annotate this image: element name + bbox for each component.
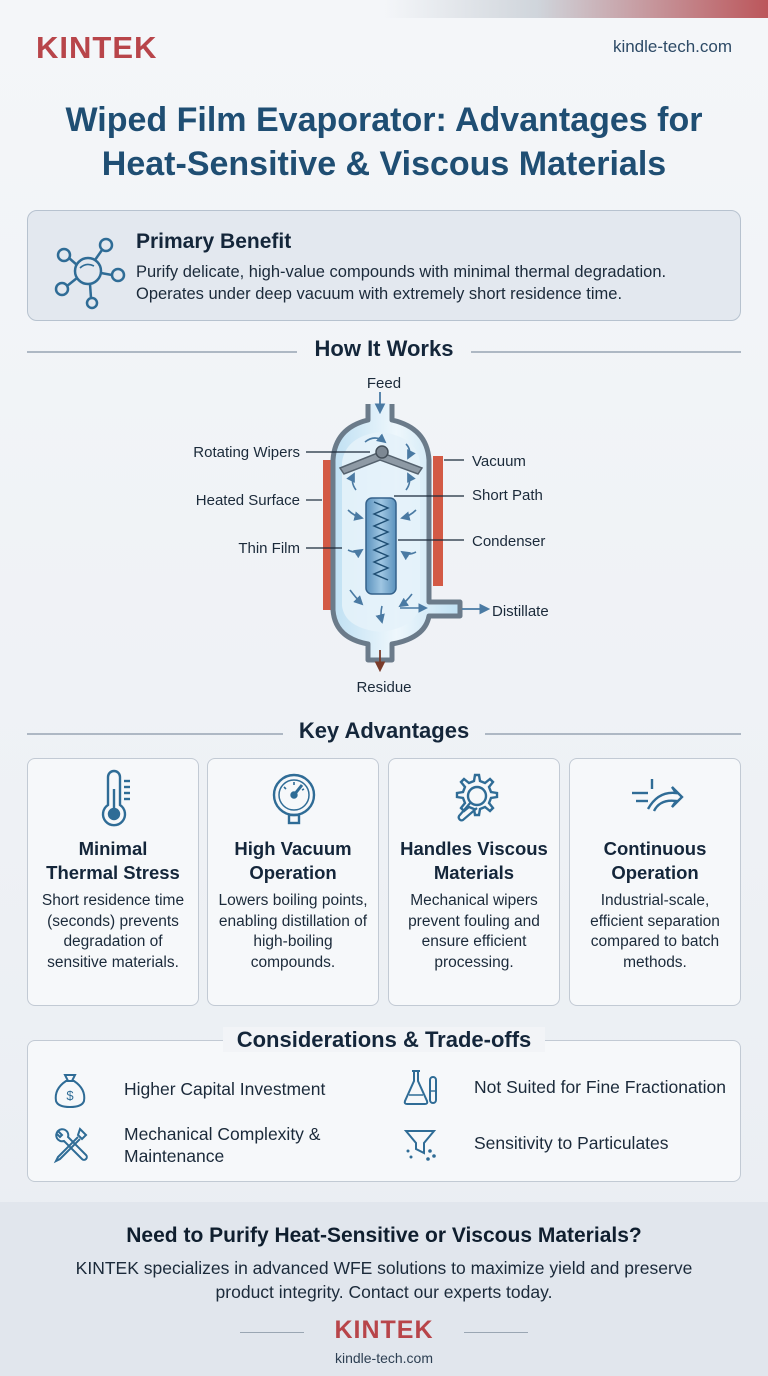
primary-benefit-title: Primary Benefit — [136, 230, 292, 253]
advantage-title: High Vacuum Operation — [234, 838, 352, 883]
molecule-icon — [48, 231, 128, 311]
consideration-text: Not Suited for Fine Fractionation — [474, 1077, 726, 1097]
top-accent-bar — [0, 0, 768, 18]
advantage-card-thermal — [27, 758, 199, 1006]
page-title — [0, 98, 768, 186]
thermometer-icon — [84, 769, 144, 829]
site-link[interactable]: kindle-tech.com — [612, 37, 732, 56]
money-bag-icon — [50, 1069, 90, 1109]
advantage-desc: Mechanical wipers prevent fouling and ensure efficient processing. — [408, 892, 540, 971]
consideration-item — [400, 1123, 669, 1163]
considerations-heading: Considerations & Trade-offs — [223, 1027, 546, 1052]
label-feed: Feed — [366, 375, 402, 392]
advantage-desc: Industrial-scale, efficient separation compared to batch methods. — [590, 892, 720, 971]
tools-icon — [50, 1125, 90, 1165]
heated-surface-right — [433, 456, 443, 586]
key-advantages-header — [27, 718, 741, 748]
consideration-text: Mechanical Complexity & Maintenance — [124, 1124, 321, 1166]
advantage-desc: Lowers boiling points, enabling distillation of high-boiling compounds. — [218, 892, 368, 971]
label-short-path: Short Path — [472, 487, 543, 504]
page-title-line-2: Heat-Sensitive & Viscous Materials — [101, 145, 667, 183]
lab-flask-icon — [400, 1067, 440, 1107]
advantage-card-vacuum — [207, 758, 379, 1006]
label-rotating-wipers: Rotating Wipers — [193, 444, 300, 461]
label-condenser: Condenser — [472, 533, 546, 550]
footer-site-link[interactable]: kindle-tech.com — [334, 1350, 434, 1366]
consideration-item — [400, 1067, 726, 1107]
consideration-text: Sensitivity to Particulates — [474, 1133, 669, 1153]
how-it-works-heading: How It Works — [314, 336, 454, 361]
primary-benefit-text — [136, 261, 736, 305]
consideration-text: Higher Capital Investment — [124, 1079, 326, 1099]
funnel-icon — [400, 1123, 440, 1163]
cta-headline: Need to Purify Heat-Sensitive or Viscous Materials? — [126, 1224, 642, 1247]
footer-cta — [0, 1202, 768, 1376]
considerations-panel — [27, 1027, 741, 1182]
advantage-title: Continuous Operation — [603, 838, 707, 883]
primary-benefit-line-1: Purify delicate, high-value compounds with minimal thermal degradation. — [136, 263, 667, 281]
flow-arrow-icon — [626, 769, 686, 829]
brand-logo[interactable]: KINTEK — [36, 30, 158, 65]
primary-benefit-line-2: Operates under deep vacuum with extremely short residence time. — [136, 285, 623, 303]
consideration-item — [50, 1069, 325, 1109]
primary-benefit-panel — [27, 210, 741, 321]
label-thin-film: Thin Film — [238, 540, 300, 557]
advantage-cards — [27, 758, 741, 1006]
advantage-desc: Short residence time (seconds) prevents degradation of sensitive materials. — [41, 892, 185, 971]
how-it-works-header — [27, 336, 741, 366]
advantage-card-continuous — [569, 758, 741, 1006]
svg-text:$: $ — [66, 1088, 74, 1103]
pressure-gauge-icon — [264, 769, 324, 829]
key-advantages-heading: Key Advantages — [298, 718, 470, 743]
label-vacuum: Vacuum — [472, 453, 526, 470]
advantage-card-viscous — [388, 758, 560, 1006]
page-title-line-1: Wiped Film Evaporator: Advantages for — [65, 101, 703, 139]
label-residue: Residue — [356, 679, 412, 696]
footer-logo[interactable]: KINTEK — [334, 1316, 434, 1344]
wiper-hub — [376, 446, 388, 458]
cta-body: KINTEK specializes in advanced WFE solutions to maximize yield and preserve product integrity. Contact our experts today. — [75, 1258, 693, 1302]
condenser — [366, 498, 396, 594]
label-distillate: Distillate — [492, 603, 549, 620]
label-heated-surface: Heated Surface — [195, 492, 300, 509]
advantage-title: Minimal Thermal Stress — [46, 838, 180, 883]
wfe-diagram — [160, 370, 600, 700]
consideration-item — [50, 1123, 364, 1167]
advantage-title: Handles Viscous Materials — [400, 838, 548, 883]
gear-wrench-icon — [445, 769, 505, 829]
